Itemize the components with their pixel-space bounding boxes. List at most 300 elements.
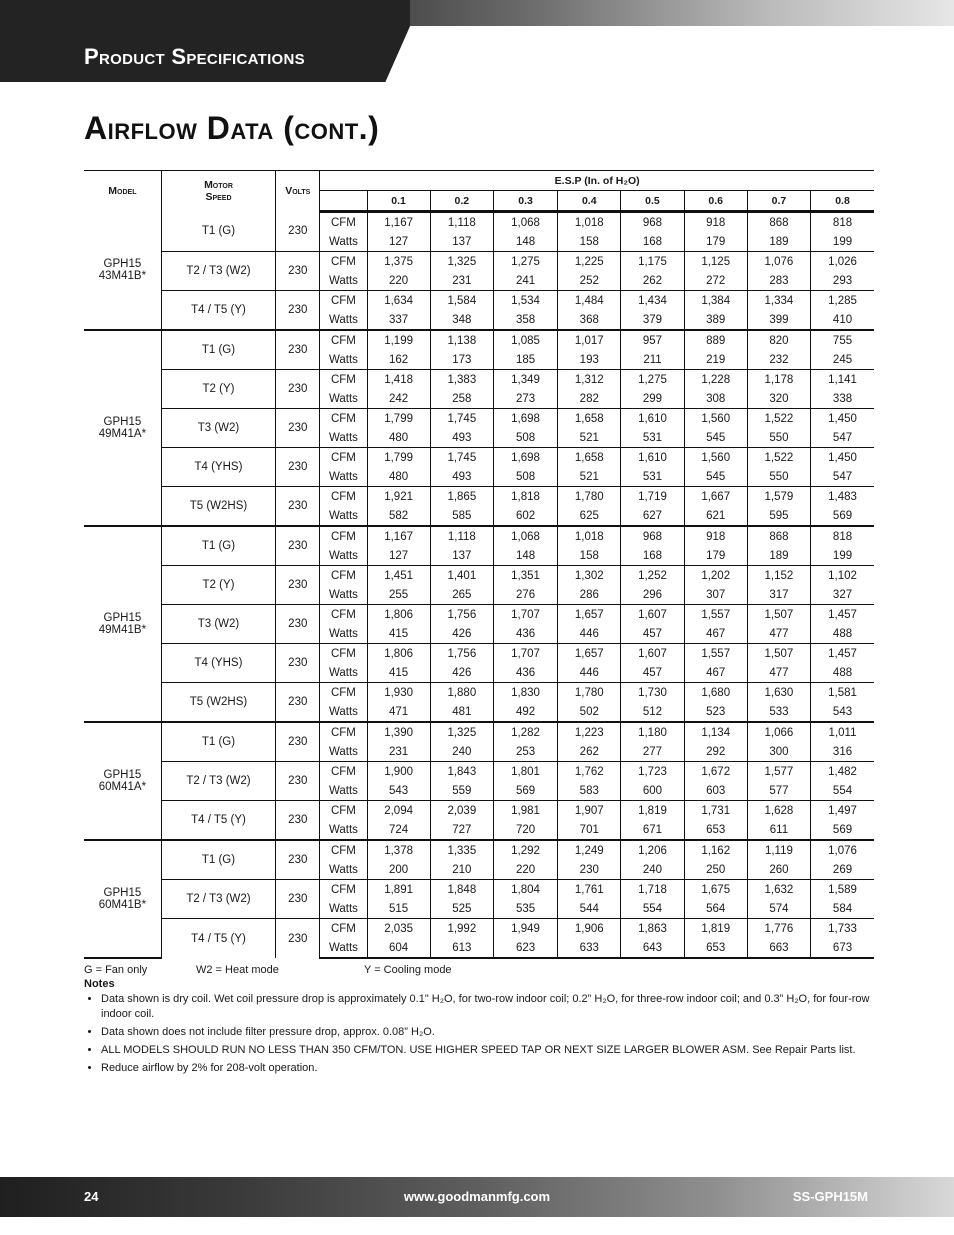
watts-value: 242 (367, 389, 430, 409)
watts-value: 265 (430, 585, 493, 605)
cfm-value: 1,484 (558, 291, 621, 311)
volts-cell: 230 (276, 801, 320, 841)
watts-value: 327 (811, 585, 874, 605)
cfm-value: 1,906 (558, 919, 621, 939)
watts-value: 252 (558, 271, 621, 291)
volts-cell: 230 (276, 212, 320, 252)
cfm-value: 1,334 (747, 291, 810, 311)
watts-value: 307 (684, 585, 747, 605)
volts-cell: 230 (276, 840, 320, 880)
watts-value: 262 (558, 742, 621, 762)
volts-cell: 230 (276, 762, 320, 801)
watts-value: 210 (430, 860, 493, 880)
watts-label: Watts (320, 389, 367, 409)
volts-cell: 230 (276, 566, 320, 605)
watts-value: 488 (811, 624, 874, 644)
esp-header-value: 0.3 (493, 191, 557, 212)
table-row (84, 487, 874, 507)
cfm-label: CFM (320, 212, 367, 233)
table-row (84, 370, 874, 390)
model-cell (84, 722, 161, 840)
watts-value: 535 (493, 899, 557, 919)
watts-label: Watts (320, 938, 367, 958)
cfm-value: 1,560 (684, 448, 747, 468)
volts-cell: 230 (276, 370, 320, 409)
volts-cell: 230 (276, 644, 320, 683)
watts-value: 613 (430, 938, 493, 958)
watts-value: 426 (430, 663, 493, 683)
watts-value: 250 (684, 860, 747, 880)
cfm-value: 1,275 (621, 370, 684, 390)
watts-label: Watts (320, 271, 367, 291)
motor-speed-cell: T1 (G) (161, 722, 275, 762)
cfm-value: 1,718 (621, 880, 684, 900)
cfm-value: 1,981 (493, 801, 557, 821)
cfm-value: 968 (621, 212, 684, 233)
cfm-value: 1,680 (684, 683, 747, 703)
cfm-value: 1,292 (493, 840, 557, 860)
watts-value: 262 (621, 271, 684, 291)
cfm-value: 1,657 (558, 644, 621, 664)
cfm-value: 1,799 (367, 448, 430, 468)
motor-speed-cell: T1 (G) (161, 330, 275, 370)
cfm-value: 1,657 (558, 605, 621, 625)
footer-url[interactable]: www.goodmanmfg.com (403, 1189, 551, 1204)
watts-value: 623 (493, 938, 557, 958)
watts-value: 158 (558, 546, 621, 566)
watts-value: 415 (367, 663, 430, 683)
watts-value: 379 (621, 310, 684, 330)
watts-value: 200 (367, 860, 430, 880)
cfm-value: 1,175 (621, 252, 684, 272)
cfm-value: 1,011 (811, 722, 874, 742)
cfm-value: 1,865 (430, 487, 493, 507)
cfm-value: 820 (747, 330, 810, 350)
watts-value: 508 (493, 428, 557, 448)
cfm-value: 1,450 (811, 409, 874, 429)
cfm-value: 1,068 (493, 212, 557, 233)
cfm-value: 1,202 (684, 566, 747, 586)
cfm-value: 1,252 (621, 566, 684, 586)
notes-title: Notes (84, 978, 115, 990)
cfm-value: 1,152 (747, 566, 810, 586)
watts-value: 554 (811, 781, 874, 801)
cfm-value: 1,675 (684, 880, 747, 900)
cfm-label: CFM (320, 605, 367, 625)
legend-cooling-mode: Y = Cooling mode (364, 964, 452, 976)
cfm-value: 918 (684, 526, 747, 546)
cfm-value: 1,723 (621, 762, 684, 782)
watts-value: 653 (684, 938, 747, 958)
watts-label: Watts (320, 467, 367, 487)
motor-speed-cell: T3 (W2) (161, 409, 275, 448)
cfm-value: 1,579 (747, 487, 810, 507)
watts-value: 320 (747, 389, 810, 409)
watts-value: 230 (558, 860, 621, 880)
cfm-value: 2,094 (367, 801, 430, 821)
table-row (84, 919, 874, 939)
watts-value: 480 (367, 428, 430, 448)
watts-value: 625 (558, 506, 621, 526)
watts-value: 277 (621, 742, 684, 762)
cfm-value: 868 (747, 212, 810, 233)
watts-value: 457 (621, 663, 684, 683)
cfm-value: 1,756 (430, 644, 493, 664)
watts-value: 720 (493, 820, 557, 840)
motor-speed-cell: T1 (G) (161, 840, 275, 880)
cfm-value: 1,225 (558, 252, 621, 272)
table-row (84, 605, 874, 625)
watts-value: 544 (558, 899, 621, 919)
cfm-value: 1,180 (621, 722, 684, 742)
cfm-value: 1,450 (811, 448, 874, 468)
watts-value: 523 (684, 702, 747, 722)
cfm-value: 1,199 (367, 330, 430, 350)
note-item: • Data shown is dry coil. Wet coil pressure drop is approximately 0.1" H₂O, for two-row indoor coil; 0.2” H₂O, for three-row indoor coil; and 0.3” H₂O, for four-row indoor coil. (101, 992, 884, 1022)
cfm-value: 1,522 (747, 409, 810, 429)
cfm-value: 1,992 (430, 919, 493, 939)
watts-value: 627 (621, 506, 684, 526)
watts-value: 211 (621, 350, 684, 370)
watts-value: 436 (493, 624, 557, 644)
volts-cell: 230 (276, 291, 320, 331)
model-cell (84, 212, 161, 331)
watts-label: Watts (320, 781, 367, 801)
esp-header-value: 0.1 (367, 191, 430, 212)
table-row (84, 252, 874, 272)
cfm-value: 1,497 (811, 801, 874, 821)
watts-value: 525 (430, 899, 493, 919)
cfm-value: 1,378 (367, 840, 430, 860)
watts-value: 582 (367, 506, 430, 526)
cfm-value: 1,776 (747, 919, 810, 939)
cfm-value: 1,863 (621, 919, 684, 939)
watts-value: 168 (621, 546, 684, 566)
watts-value: 673 (811, 938, 874, 958)
cfm-value: 818 (811, 526, 874, 546)
table-row (84, 880, 874, 900)
cfm-value: 1,801 (493, 762, 557, 782)
cfm-label: CFM (320, 252, 367, 272)
watts-value: 220 (493, 860, 557, 880)
cfm-value: 1,843 (430, 762, 493, 782)
watts-value: 260 (747, 860, 810, 880)
note-item: • Data shown does not include filter pressure drop, approx. 0.08” H₂O. (101, 1025, 884, 1040)
motor-speed-cell: T1 (G) (161, 212, 275, 252)
table-row (84, 683, 874, 703)
legend-fan-only: G = Fan only (84, 964, 148, 976)
cfm-value: 968 (621, 526, 684, 546)
watts-value: 148 (493, 546, 557, 566)
cfm-value: 1,630 (747, 683, 810, 703)
watts-value: 162 (367, 350, 430, 370)
legend-and-notes (84, 964, 884, 1079)
watts-value: 515 (367, 899, 430, 919)
motor-speed-cell: T2 / T3 (W2) (161, 252, 275, 291)
cfm-value: 1,451 (367, 566, 430, 586)
watts-value: 158 (558, 232, 621, 252)
watts-value: 547 (811, 467, 874, 487)
watts-value: 299 (621, 389, 684, 409)
watts-value: 232 (747, 350, 810, 370)
watts-value: 137 (430, 546, 493, 566)
page-number: 24 (84, 1189, 99, 1204)
motor-speed-cell: T4 (YHS) (161, 644, 275, 683)
cfm-value: 1,325 (430, 722, 493, 742)
cfm-value: 1,880 (430, 683, 493, 703)
cfm-value: 1,719 (621, 487, 684, 507)
watts-value: 727 (430, 820, 493, 840)
cfm-value: 1,698 (493, 448, 557, 468)
cfm-value: 1,634 (367, 291, 430, 311)
motor-speed-cell: T4 (YHS) (161, 448, 275, 487)
watts-value: 543 (811, 702, 874, 722)
volts-cell: 230 (276, 880, 320, 919)
cfm-label: CFM (320, 762, 367, 782)
cfm-value: 1,401 (430, 566, 493, 586)
watts-value: 415 (367, 624, 430, 644)
cfm-value: 1,799 (367, 409, 430, 429)
cfm-value: 1,483 (811, 487, 874, 507)
watts-value: 410 (811, 310, 874, 330)
cfm-value: 1,707 (493, 605, 557, 625)
watts-value: 512 (621, 702, 684, 722)
motor-speed-cell: T2 (Y) (161, 566, 275, 605)
cfm-value: 1,589 (811, 880, 874, 900)
cfm-value: 1,228 (684, 370, 747, 390)
cfm-value: 1,577 (747, 762, 810, 782)
cfm-value: 1,018 (558, 526, 621, 546)
watts-label: Watts (320, 506, 367, 526)
watts-value: 240 (621, 860, 684, 880)
cfm-value: 1,167 (367, 526, 430, 546)
watts-value: 240 (430, 742, 493, 762)
volts-cell: 230 (276, 683, 320, 723)
watts-value: 296 (621, 585, 684, 605)
motor-speed-cell: T5 (W2HS) (161, 487, 275, 527)
model-line: GPH15 (103, 769, 142, 781)
cfm-value: 1,780 (558, 487, 621, 507)
cfm-value: 918 (684, 212, 747, 233)
watts-value: 337 (367, 310, 430, 330)
watts-value: 436 (493, 663, 557, 683)
cfm-label: CFM (320, 880, 367, 900)
volts-cell: 230 (276, 605, 320, 644)
watts-label: Watts (320, 350, 367, 370)
cfm-value: 1,730 (621, 683, 684, 703)
cfm-value: 1,026 (811, 252, 874, 272)
cfm-value: 1,607 (621, 605, 684, 625)
cfm-value: 1,206 (621, 840, 684, 860)
watts-value: 602 (493, 506, 557, 526)
motor-speed-cell: T5 (W2HS) (161, 683, 275, 723)
watts-value: 577 (747, 781, 810, 801)
cfm-value: 1,384 (684, 291, 747, 311)
watts-value: 179 (684, 546, 747, 566)
watts-value: 663 (747, 938, 810, 958)
cfm-label: CFM (320, 291, 367, 311)
watts-value: 241 (493, 271, 557, 291)
cfm-value: 1,285 (811, 291, 874, 311)
cfm-value: 1,076 (747, 252, 810, 272)
watts-value: 493 (430, 467, 493, 487)
watts-value: 724 (367, 820, 430, 840)
watts-value: 399 (747, 310, 810, 330)
table-row (84, 644, 874, 664)
watts-value: 283 (747, 271, 810, 291)
cfm-value: 1,819 (621, 801, 684, 821)
cfm-value: 1,560 (684, 409, 747, 429)
cfm-value: 889 (684, 330, 747, 350)
cfm-value: 1,610 (621, 409, 684, 429)
watts-value: 457 (621, 624, 684, 644)
model-line: 60M41B* (98, 899, 147, 911)
watts-value: 245 (811, 350, 874, 370)
watts-label: Watts (320, 624, 367, 644)
cfm-label: CFM (320, 370, 367, 390)
table-row (84, 566, 874, 586)
watts-value: 584 (811, 899, 874, 919)
esp-header-value: 0.6 (684, 191, 747, 212)
volts-cell: 230 (276, 722, 320, 762)
watts-value: 569 (811, 506, 874, 526)
watts-value: 127 (367, 232, 430, 252)
cfm-value: 1,756 (430, 605, 493, 625)
volts-cell: 230 (276, 448, 320, 487)
watts-value: 231 (367, 742, 430, 762)
watts-value: 643 (621, 938, 684, 958)
watts-label: Watts (320, 820, 367, 840)
cfm-value: 1,457 (811, 605, 874, 625)
cfm-value: 1,482 (811, 762, 874, 782)
watts-value: 493 (430, 428, 493, 448)
cfm-value: 1,383 (430, 370, 493, 390)
watts-value: 231 (430, 271, 493, 291)
cfm-value: 1,102 (811, 566, 874, 586)
cfm-value: 1,119 (747, 840, 810, 860)
watts-value: 621 (684, 506, 747, 526)
cfm-label: CFM (320, 801, 367, 821)
watts-value: 446 (558, 663, 621, 683)
volts-cell: 230 (276, 330, 320, 370)
cfm-value: 1,848 (430, 880, 493, 900)
watts-label: Watts (320, 663, 367, 683)
cfm-value: 1,375 (367, 252, 430, 272)
cfm-value: 1,534 (493, 291, 557, 311)
watts-value: 543 (367, 781, 430, 801)
cfm-value: 1,900 (367, 762, 430, 782)
watts-label: Watts (320, 742, 367, 762)
watts-label: Watts (320, 428, 367, 448)
volts-cell: 230 (276, 252, 320, 291)
cfm-value: 1,335 (430, 840, 493, 860)
watts-value: 173 (430, 350, 493, 370)
watts-value: 604 (367, 938, 430, 958)
watts-value: 185 (493, 350, 557, 370)
watts-value: 611 (747, 820, 810, 840)
cfm-value: 1,349 (493, 370, 557, 390)
cfm-value: 1,733 (811, 919, 874, 939)
cfm-value: 1,351 (493, 566, 557, 586)
cfm-value: 1,667 (684, 487, 747, 507)
cfm-value: 1,118 (430, 526, 493, 546)
watts-label: Watts (320, 232, 367, 252)
cfm-label: CFM (320, 409, 367, 429)
cfm-label: CFM (320, 722, 367, 742)
cfm-value: 868 (747, 526, 810, 546)
watts-value: 199 (811, 232, 874, 252)
cfm-value: 1,275 (493, 252, 557, 272)
watts-value: 358 (493, 310, 557, 330)
watts-value: 276 (493, 585, 557, 605)
watts-value: 293 (811, 271, 874, 291)
volts-cell: 230 (276, 487, 320, 527)
watts-value: 446 (558, 624, 621, 644)
watts-value: 127 (367, 546, 430, 566)
airflow-data-table (84, 170, 874, 959)
watts-value: 317 (747, 585, 810, 605)
watts-value: 368 (558, 310, 621, 330)
cfm-label: CFM (320, 919, 367, 939)
watts-value: 569 (493, 781, 557, 801)
watts-value: 338 (811, 389, 874, 409)
cfm-value: 1,672 (684, 762, 747, 782)
watts-label: Watts (320, 702, 367, 722)
watts-value: 545 (684, 467, 747, 487)
watts-value: 199 (811, 546, 874, 566)
watts-value: 137 (430, 232, 493, 252)
model-line: GPH15 (103, 258, 142, 271)
cfm-value: 1,949 (493, 919, 557, 939)
cfm-label: CFM (320, 330, 367, 350)
watts-value: 554 (621, 899, 684, 919)
cfm-value: 1,223 (558, 722, 621, 742)
cfm-value: 1,930 (367, 683, 430, 703)
watts-value: 481 (430, 702, 493, 722)
watts-value: 653 (684, 820, 747, 840)
cfm-value: 1,581 (811, 683, 874, 703)
cfm-value: 1,434 (621, 291, 684, 311)
notes-list (84, 992, 884, 1076)
cfm-label: CFM (320, 526, 367, 546)
cfm-value: 1,745 (430, 448, 493, 468)
cfm-value: 1,818 (493, 487, 557, 507)
watts-value: 389 (684, 310, 747, 330)
col-header-esp: E.S.P (In. of H₂O) (320, 171, 874, 191)
cfm-value: 1,628 (747, 801, 810, 821)
cfm-value: 1,138 (430, 330, 493, 350)
cfm-value: 2,035 (367, 919, 430, 939)
table-row (84, 526, 874, 546)
motor-speed-cell: T2 (Y) (161, 370, 275, 409)
watts-value: 502 (558, 702, 621, 722)
esp-header-blank (320, 191, 367, 212)
watts-value: 569 (811, 820, 874, 840)
cfm-value: 1,302 (558, 566, 621, 586)
watts-label: Watts (320, 546, 367, 566)
watts-value: 583 (558, 781, 621, 801)
watts-value: 308 (684, 389, 747, 409)
watts-value: 574 (747, 899, 810, 919)
watts-value: 316 (811, 742, 874, 762)
cfm-value: 1,804 (493, 880, 557, 900)
document-code: SS-GPH15M (792, 1189, 868, 1204)
watts-value: 508 (493, 467, 557, 487)
cfm-value: 1,312 (558, 370, 621, 390)
cfm-value: 1,584 (430, 291, 493, 311)
esp-header-value: 0.4 (558, 191, 621, 212)
cfm-value: 1,068 (493, 526, 557, 546)
